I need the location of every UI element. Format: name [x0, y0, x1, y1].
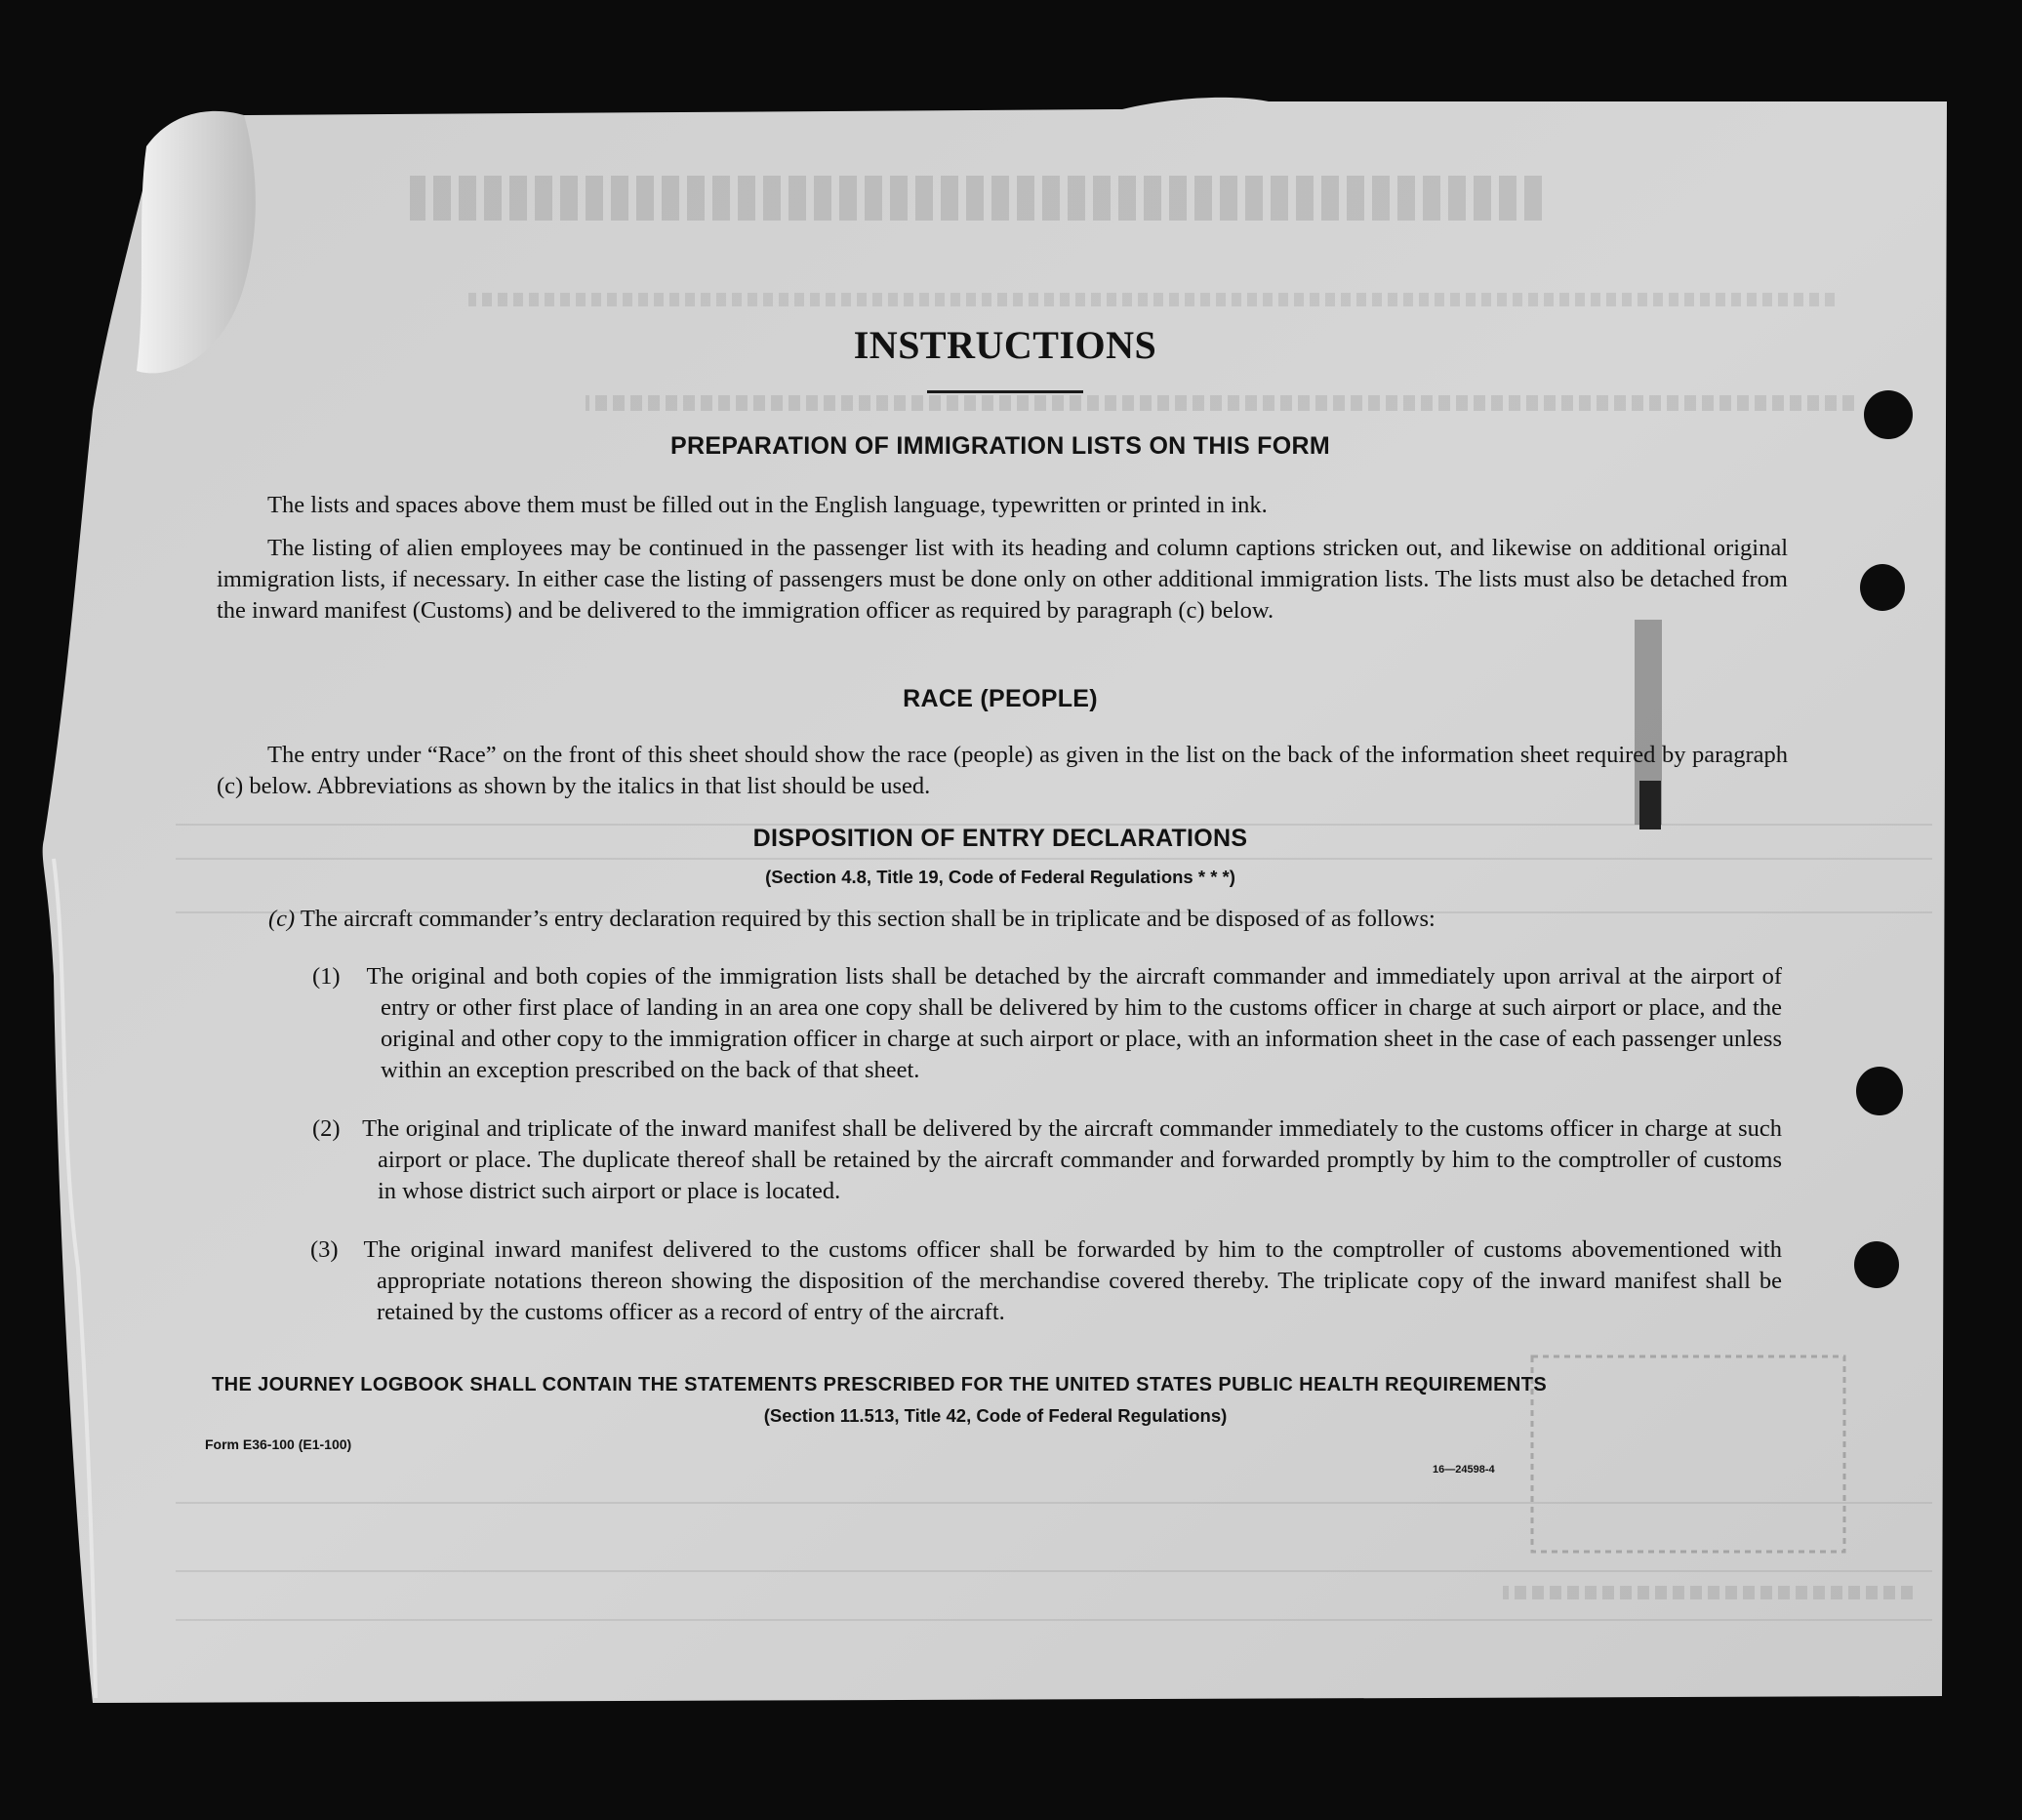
intro-label: (c): [268, 906, 296, 932]
preparation-paragraph-2-text: The listing of alien employees may be continued in the passenger list with its heading and column captions stricken out, and likewise on additional original immigration lists, if necessary. In either case the listing of passengers must be done only on other additional immigration lists. The lists must also be detached from the inward manifest (Customs) and be delivered to the immigration officer as required by paragraph (c) below.: [217, 535, 1788, 624]
item-text: The original and both copies of the immigration lists shall be detached by the aircraft commander and immediately upon arrival at the airport of entry or other first place of landing in an area one copy shall be delivered by him to the customs officer in charge at such airport or place, and the original and other copy to the immigration officer in charge at such airport or place, with an information sheet in the case of each passenger unless within an exception prescribed on the back of that sheet.: [366, 963, 1783, 1083]
race-heading: RACE (PEOPLE): [903, 685, 1098, 712]
race-paragraph-text: The entry under “Race” on the front of this sheet should show the race (people) as given in the list on the back of the information sheet required by paragraph (c) below. Abbreviations as shown by the italics in that list should be used.: [217, 742, 1788, 799]
disposition-item-2: [312, 1113, 1782, 1207]
item-text: The original and triplicate of the inward manifest shall be delivered by the aircraft commander immediately to the customs officer in charge at such airport or place. The duplicate thereof shall be retained by the aircraft commander and forwarded promptly by him to the comptroller of customs in whose district such airport or place is located.: [362, 1115, 1782, 1204]
title-underline: [927, 390, 1083, 393]
disposition-heading: DISPOSITION OF ENTRY DECLARATIONS: [752, 825, 1248, 852]
item-number: (1): [312, 963, 341, 990]
preparation-heading: PREPARATION OF IMMIGRATION LISTS ON THIS FORM: [670, 432, 1330, 460]
disposition-intro: [268, 904, 1791, 935]
disposition-citation: (Section 4.8, Title 19, Code of Federal Regulations * * *): [765, 867, 1235, 887]
intro-text: The aircraft commander’s entry declaration required by this section shall be in triplicate and be disposed of as follows:: [300, 906, 1436, 932]
race-paragraph: [217, 740, 1788, 802]
print-code: 16—24598-4: [1433, 1464, 1495, 1476]
preparation-paragraph-2: [217, 533, 1788, 627]
logbook-statement: THE JOURNEY LOGBOOK SHALL CONTAIN THE STATEMENTS PRESCRIBED FOR THE UNITED STATES PUBLIC HEALTH REQUIREMENTS: [212, 1374, 1548, 1395]
preparation-paragraph-1-text: The lists and spaces above them must be filled out in the English language, typewritten or printed in ink.: [267, 492, 1268, 518]
item-number: (3): [310, 1236, 339, 1263]
preparation-paragraph-1: [217, 490, 1788, 521]
item-number: (2): [312, 1115, 341, 1142]
logbook-citation: (Section 11.513, Title 42, Code of Federal Regulations): [763, 1405, 1228, 1426]
page-title: INSTRUCTIONS: [853, 323, 1157, 367]
disposition-item-1: [312, 961, 1782, 1086]
item-text: The original inward manifest delivered to the customs officer shall be forwarded by him to the comptroller of customs abovementioned with appropriate notations thereon showing the disposition of the merchandise covered thereby. The triplicate copy of the inward manifest shall be retained by the customs officer as a record of entry of the aircraft.: [363, 1236, 1782, 1325]
disposition-item-3: [310, 1234, 1782, 1328]
form-number: Form E36-100 (E1-100): [205, 1436, 352, 1452]
